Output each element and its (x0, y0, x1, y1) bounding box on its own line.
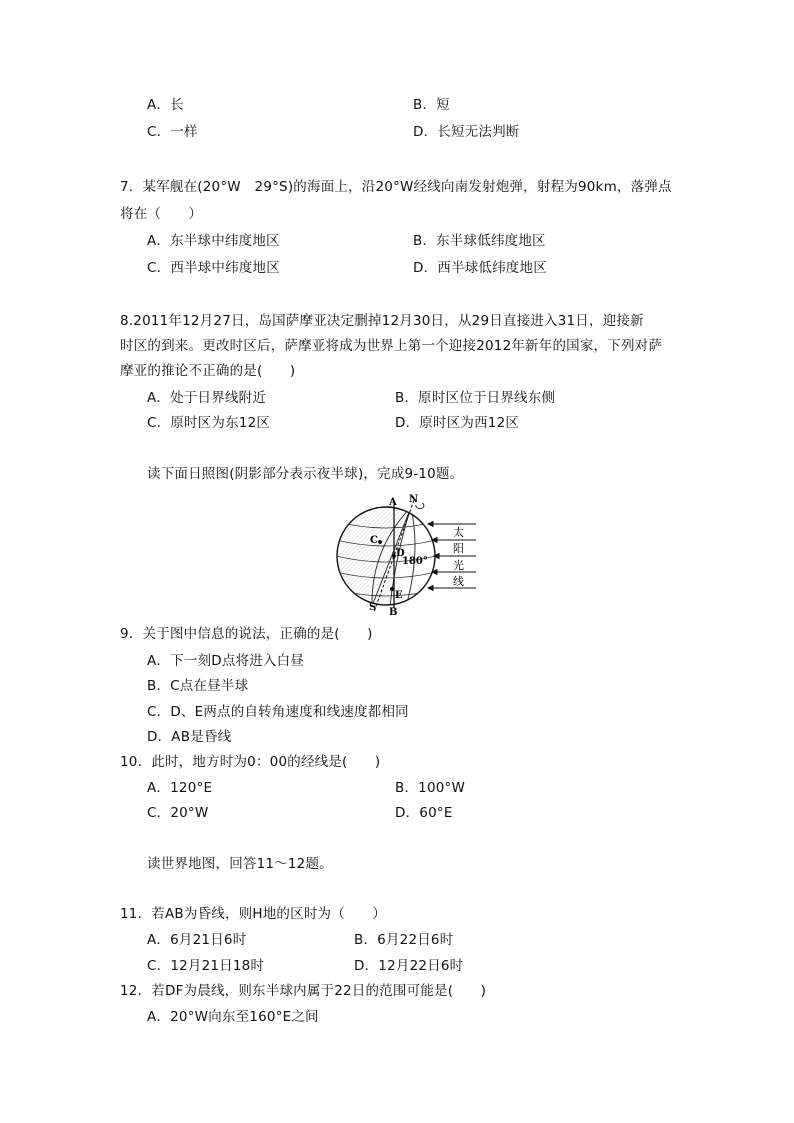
q7-option-d: D．西半球低纬度地区 (413, 260, 547, 276)
q9-option-a: A．下一刻D点将进入白昼 (147, 653, 305, 669)
point-c-marker (378, 540, 382, 544)
label-b: B (389, 607, 398, 616)
q11-option-d: D．12月22日6时 (354, 958, 464, 974)
q11-option-c: C．12月21日18时 (147, 958, 265, 974)
q10-option-c: C．20°W (147, 805, 209, 821)
q11-option-a: A．6月21日6时 (147, 932, 247, 948)
q12-option-a: A．20°W向东至160°E之间 (147, 1009, 319, 1025)
q7-option-a: A．东半球中纬度地区 (147, 233, 280, 249)
sunlight-char-3: 光 (453, 559, 464, 572)
sunlight-char-1: 太 (453, 526, 464, 539)
label-d: D (396, 548, 405, 559)
q10-option-a: A．120°E (147, 780, 213, 796)
label-e: E (395, 590, 403, 601)
q6-option-a: A．长 (147, 97, 184, 113)
q6-option-d: D．长短无法判断 (413, 124, 520, 140)
sunlight-char-4: 线 (453, 575, 464, 588)
q9-option-c: C．D、E两点的自转角速度和线速度都相同 (147, 704, 409, 720)
q7-stem-line-1: 7．某军舰在(20°W 29°S)的海面上，沿20°W经线向南发射炮弹，射程为90km，落弹点 (120, 179, 672, 195)
q8-stem-line-2: 时区的到来。更改时区后，萨摩亚将成为世界上第一个迎接2012年新年的国家，下列对萨 (120, 338, 663, 354)
q12-stem: 12．若DF为晨线，则东半球内属于22日的范围可能是( ) (120, 983, 487, 999)
q9-option-d: D．AB是昏线 (147, 729, 232, 745)
q7-stem-line-2: 将在（ ） (120, 206, 203, 222)
q11-option-b: B．6月22日6时 (354, 932, 454, 948)
intro-11-12: 读世界地图，回答11～12题。 (147, 856, 333, 872)
label-s: S (369, 602, 377, 613)
q9-option-b: B．C点在昼半球 (147, 678, 249, 694)
point-e-marker (390, 587, 394, 591)
q8-option-c: C．原时区为东12区 (147, 415, 271, 431)
sunlight-char-2: 阳 (453, 542, 464, 555)
sunlight-arrows (428, 522, 476, 591)
label-a: A (389, 497, 397, 508)
label-n: N (409, 494, 419, 505)
q8-option-b: B．原时区位于日界线东侧 (395, 390, 556, 406)
q9-stem: 9．关于图中信息的说法，正确的是( ) (120, 626, 373, 642)
q8-option-d: D．原时区为西12区 (395, 415, 520, 431)
q10-stem: 10．此时，地方时为0：00的经线是( ) (120, 754, 381, 770)
q11-stem: 11．若AB为昏线，则H地的区时为（ ） (120, 906, 387, 922)
q6-option-c: C．一样 (147, 124, 198, 140)
q10-option-d: D．60°E (395, 805, 453, 821)
label-180: 180° (402, 556, 428, 567)
illumination-diagram (336, 494, 486, 616)
q7-option-c: C．西半球中纬度地区 (147, 260, 280, 276)
q8-stem-line-3: 摩亚的推论不正确的是( ) (120, 363, 296, 379)
q6-option-b: B．短 (413, 97, 450, 113)
intro-9-10: 读下面日照图(阴影部分表示夜半球)，完成9-10题。 (147, 466, 464, 482)
q7-option-b: B．东半球低纬度地区 (413, 233, 546, 249)
q10-option-b: B．100°W (395, 780, 466, 796)
q8-option-a: A．处于日界线附近 (147, 390, 267, 406)
q8-stem-line-1: 8.2011年12月27日，岛国萨摩亚决定删掉12月30日，从29日直接进入31日，迎接新 (120, 313, 644, 329)
label-c: C (370, 535, 378, 546)
